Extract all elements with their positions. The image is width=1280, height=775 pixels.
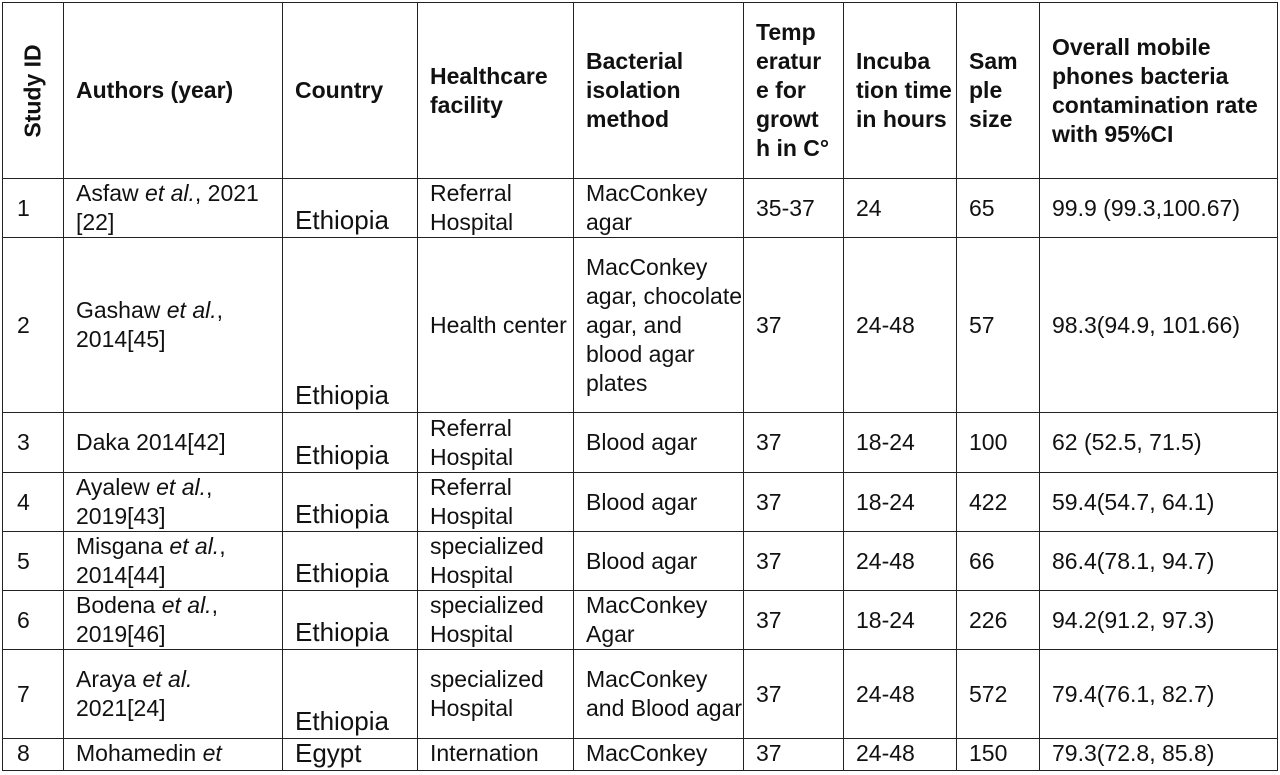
author-name: Bodena — [76, 592, 162, 618]
cell-temperature: 37 — [744, 591, 844, 650]
cell-method: MacConkey agar — [574, 179, 744, 238]
cell-country: Egypt — [283, 739, 418, 771]
cell-sample-size: 66 — [957, 532, 1040, 591]
author-etal: et al. — [145, 180, 195, 206]
cell-country: Ethiopia — [283, 532, 418, 591]
author-year: , 2021 [22] — [76, 180, 259, 235]
cell-study-id: 1 — [3, 179, 64, 238]
cell-incubation: 24-48 — [844, 650, 957, 739]
header-sample-size: Sam ple size — [957, 3, 1040, 179]
cell-method: Blood agar — [574, 532, 744, 591]
cell-authors — [64, 238, 283, 413]
author-etal: et al. — [142, 666, 193, 692]
cell-method: MacConkey and Blood agar — [574, 650, 744, 739]
table-row — [3, 238, 1278, 413]
author-name: Ayalew — [76, 474, 157, 500]
cell-authors — [64, 650, 283, 739]
cell-contamination-rate: 98.3(94.9, 101.66) — [1040, 238, 1278, 413]
table-row — [3, 413, 1278, 473]
author-etal: et al. — [166, 297, 217, 323]
cell-method: Blood agar — [574, 413, 744, 473]
cell-facility: specialized Hospital — [418, 591, 574, 650]
cell-contamination-rate: 86.4(78.1, 94.7) — [1040, 532, 1278, 591]
header-study-id: Study ID — [3, 3, 64, 179]
author-name: Daka 2014[42] — [76, 429, 226, 455]
author-name: Mohamedin — [76, 740, 203, 766]
author-etal: et al. — [161, 592, 212, 618]
studies-table — [2, 2, 1278, 771]
cell-authors — [64, 591, 283, 650]
header-contamination-rate: Overall mobile phones bacteria contamination rate with 95%CI — [1040, 3, 1278, 179]
cell-facility: specialized Hospital — [418, 650, 574, 739]
cell-contamination-rate: 62 (52.5, 71.5) — [1040, 413, 1278, 473]
author-name: Gashaw — [76, 297, 167, 323]
cell-sample-size: 150 — [957, 739, 1040, 771]
header-row — [3, 3, 1278, 179]
cell-temperature: 37 — [744, 650, 844, 739]
cell-facility: Referral Hospital — [418, 179, 574, 238]
cell-method: MacConkey agar, chocolate agar, and blood agar plates — [574, 238, 744, 413]
cell-method: MacConkey — [574, 739, 744, 771]
cell-temperature: 35-37 — [744, 179, 844, 238]
table-row — [3, 532, 1278, 591]
cell-sample-size: 572 — [957, 650, 1040, 739]
author-etal: et — [202, 740, 222, 766]
cell-authors — [64, 179, 283, 238]
cell-sample-size: 100 — [957, 413, 1040, 473]
cell-study-id: 4 — [3, 473, 64, 532]
author-year: , 2014[44] — [76, 533, 226, 588]
cell-country: Ethiopia — [283, 179, 418, 238]
cell-country: Ethiopia — [283, 413, 418, 473]
cell-incubation: 24-48 — [844, 532, 957, 591]
cell-method: Blood agar — [574, 473, 744, 532]
cell-sample-size: 226 — [957, 591, 1040, 650]
author-etal: et al. — [169, 533, 220, 559]
cell-method: MacConkey Agar — [574, 591, 744, 650]
author-name: Araya — [76, 666, 143, 692]
cell-authors — [64, 739, 283, 771]
author-etal: et al. — [156, 474, 206, 500]
header-method: Bacterial isolation method — [574, 3, 744, 179]
cell-incubation: 24 — [844, 179, 957, 238]
cell-authors — [64, 532, 283, 591]
cell-incubation: 24-48 — [844, 739, 957, 771]
author-year: , 2019[46] — [76, 592, 218, 647]
author-name: Misgana — [76, 533, 170, 559]
cell-temperature: 37 — [744, 739, 844, 771]
cell-sample-size: 422 — [957, 473, 1040, 532]
author-year: , 2019[43] — [76, 474, 213, 529]
cell-facility: specialized Hospital — [418, 532, 574, 591]
cell-country: Ethiopia — [283, 650, 418, 739]
cell-facility: Referral Hospital — [418, 413, 574, 473]
cell-study-id: 6 — [3, 591, 64, 650]
cell-sample-size: 65 — [957, 179, 1040, 238]
cell-country: Ethiopia — [283, 238, 418, 413]
table-row — [3, 591, 1278, 650]
header-country: Country — [283, 3, 418, 179]
cell-facility: Referral Hospital — [418, 473, 574, 532]
cell-incubation: 18-24 — [844, 413, 957, 473]
author-year: 2021[24] — [76, 695, 166, 721]
cell-authors — [64, 413, 283, 473]
cell-temperature: 37 — [744, 238, 844, 413]
author-name: Asfaw — [76, 180, 146, 206]
cell-contamination-rate: 79.4(76.1, 82.7) — [1040, 650, 1278, 739]
cell-temperature: 37 — [744, 473, 844, 532]
table-row — [3, 473, 1278, 532]
header-incubation: Incuba tion time in hours — [844, 3, 957, 179]
table-row — [3, 179, 1278, 238]
table-row — [3, 739, 1278, 771]
cell-study-id: 8 — [3, 739, 64, 771]
cell-contamination-rate: 79.3(72.8, 85.8) — [1040, 739, 1278, 771]
cell-study-id: 7 — [3, 650, 64, 739]
cell-facility: Health center — [418, 238, 574, 413]
table-row — [3, 650, 1278, 739]
author-year: , 2014[45] — [76, 297, 224, 352]
cell-sample-size: 57 — [957, 238, 1040, 413]
cell-study-id: 3 — [3, 413, 64, 473]
cell-incubation: 24-48 — [844, 238, 957, 413]
cell-authors — [64, 473, 283, 532]
cell-temperature: 37 — [744, 532, 844, 591]
cell-contamination-rate: 99.9 (99.3,100.67) — [1040, 179, 1278, 238]
cell-country: Ethiopia — [283, 591, 418, 650]
cell-contamination-rate: 94.2(91.2, 97.3) — [1040, 591, 1278, 650]
cell-incubation: 18-24 — [844, 591, 957, 650]
cell-country: Ethiopia — [283, 473, 418, 532]
cell-study-id: 2 — [3, 238, 64, 413]
cell-facility: Internation — [418, 739, 574, 771]
header-authors: Authors (year) — [64, 3, 283, 179]
cell-incubation: 18-24 — [844, 473, 957, 532]
cell-temperature: 37 — [744, 413, 844, 473]
cell-study-id: 5 — [3, 532, 64, 591]
header-facility: Healthcare facility — [418, 3, 574, 179]
header-temperature: Temp eratur e for growt h in C° — [744, 3, 844, 179]
cell-contamination-rate: 59.4(54.7, 64.1) — [1040, 473, 1278, 532]
